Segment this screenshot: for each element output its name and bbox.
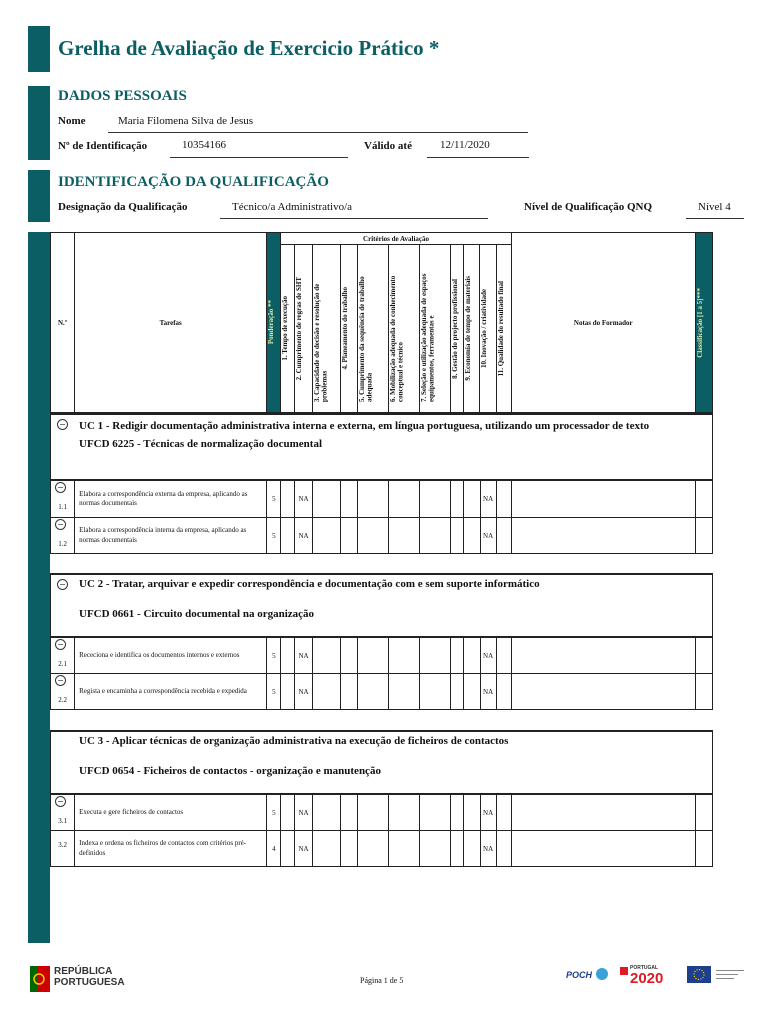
uc1-ufcd: UFCD 6225 - Técnicas de normalização documental bbox=[79, 438, 322, 450]
task-text: Receciona e identifica os documentos internos e externos bbox=[75, 638, 267, 674]
dados-heading: DADOS PESSOAIS bbox=[58, 88, 187, 104]
criterion-10-value: NA bbox=[480, 481, 496, 518]
row-number: − 2.1 bbox=[51, 638, 75, 674]
title-band bbox=[28, 26, 50, 72]
coat-of-arms-icon bbox=[30, 966, 50, 992]
nome-value: Maria Filomena Silva de Jesus bbox=[118, 115, 254, 127]
uc3-title: UC 3 - Aplicar técnicas de organização administrativa na execução de ficheiros de contactos bbox=[79, 735, 509, 747]
portugal-2020-mark-icon bbox=[620, 967, 628, 975]
criterion-10-value: NA bbox=[480, 831, 496, 867]
criterion-1: 1. Tempo de execução bbox=[281, 245, 295, 413]
uc1-title: UC 1 - Redigir documentação administrativa interna e externa, em língua portuguesa, utilizando um processador de texto bbox=[79, 420, 650, 432]
valido-value: 12/11/2020 bbox=[440, 139, 490, 151]
collapse-icon[interactable]: − bbox=[55, 639, 66, 650]
criterion-10: 10. Inovação / criatividade bbox=[480, 245, 496, 413]
header-n: N.º bbox=[51, 233, 75, 413]
ponderacao-value: 5 bbox=[267, 518, 281, 554]
criterion-2-value: NA bbox=[295, 674, 312, 710]
eu-flag-icon bbox=[687, 966, 711, 983]
valido-label: Válido até bbox=[364, 140, 412, 152]
row-number: − 1.2 bbox=[51, 518, 75, 554]
collapse-icon[interactable]: − bbox=[55, 675, 66, 686]
eu-funds-text-icon bbox=[716, 968, 744, 980]
task-text: Indexa e ordena os ficheiros de contactos com critérios pré-definidos bbox=[75, 831, 267, 867]
qualificacao-heading: IDENTIFICAÇÃO DA QUALIFICAÇÃO bbox=[58, 174, 329, 190]
nivel-label: Nível de Qualificação QNQ bbox=[524, 201, 653, 213]
nome-underline bbox=[108, 132, 528, 133]
poch-mark-icon bbox=[596, 968, 608, 980]
id-underline bbox=[170, 157, 348, 158]
page-title: Grelha de Avaliação de Exercicio Prático * bbox=[58, 36, 440, 60]
criterion-10-value: NA bbox=[480, 795, 496, 831]
notes-cell[interactable] bbox=[511, 481, 695, 518]
header-criterios: Critérios de Avaliação bbox=[281, 233, 511, 245]
criterion-2-value: NA bbox=[295, 481, 312, 518]
uc2-rows bbox=[50, 637, 713, 710]
table-band bbox=[28, 232, 50, 943]
classification-cell[interactable] bbox=[695, 638, 712, 674]
collapse-icon[interactable]: − bbox=[55, 482, 66, 493]
page-number: Página 1 de 5 bbox=[360, 976, 404, 985]
designacao-label: Designação da Qualificação bbox=[58, 201, 188, 213]
notes-cell[interactable] bbox=[511, 831, 695, 867]
id-label: Nº de Identificação bbox=[58, 140, 148, 152]
task-text: Elabora a correspondência interna da empresa, aplicando as normas documentais bbox=[75, 518, 267, 554]
ponderacao-value: 5 bbox=[267, 795, 281, 831]
uc3-rows bbox=[50, 794, 713, 867]
designacao-underline bbox=[220, 218, 488, 219]
uc3-ufcd: UFCD 0654 - Ficheiros de contactos - organização e manutenção bbox=[79, 765, 381, 777]
nome-label: Nome bbox=[58, 115, 86, 127]
criterion-4: 4. Planeamento do trabalho bbox=[340, 245, 357, 413]
table-row bbox=[51, 795, 713, 831]
criterion-7: 7. Seleção e utilização adequada de espaços equipamentos, ferramentas e bbox=[420, 245, 451, 413]
row-number: − 2.2 bbox=[51, 674, 75, 710]
criterion-2: 2. Cumprimento de regras de SHT bbox=[295, 245, 312, 413]
criterion-5: 5. Cumprimento da sequência de trabalho adequada bbox=[357, 245, 388, 413]
classification-cell[interactable] bbox=[695, 795, 712, 831]
nivel-value: Nível 4 bbox=[698, 201, 731, 213]
criterion-10-value: NA bbox=[480, 674, 496, 710]
ponderacao-value: 5 bbox=[267, 481, 281, 518]
qualificacao-band bbox=[28, 170, 50, 222]
classification-cell[interactable] bbox=[695, 674, 712, 710]
uc2-ufcd: UFCD 0661 - Circuito documental na organização bbox=[79, 608, 315, 620]
criterion-10-value: NA bbox=[480, 518, 496, 554]
notes-cell[interactable] bbox=[511, 518, 695, 554]
criterion-8: 8. Gestão do projecto profissional bbox=[451, 245, 464, 413]
criteria-header-table bbox=[50, 232, 713, 413]
classification-cell[interactable] bbox=[695, 518, 712, 554]
criterion-2-value: NA bbox=[295, 831, 312, 867]
row-number: − 3.1 bbox=[51, 795, 75, 831]
notes-cell[interactable] bbox=[511, 638, 695, 674]
ponderacao-value: 5 bbox=[267, 674, 281, 710]
ponderacao-value: 5 bbox=[267, 638, 281, 674]
header-tarefas: Tarefas bbox=[75, 233, 267, 413]
year-2020-text: 2020 bbox=[630, 970, 664, 987]
table-row bbox=[51, 831, 713, 867]
uc3-box bbox=[50, 730, 713, 794]
classification-cell[interactable] bbox=[695, 481, 712, 518]
table-row bbox=[51, 638, 713, 674]
poch-logo bbox=[566, 966, 612, 988]
collapse-icon[interactable]: − bbox=[55, 796, 66, 807]
row-number: 3.2 bbox=[51, 831, 75, 867]
classification-cell[interactable] bbox=[695, 831, 712, 867]
task-text: Regista e encaminha a correspondência recebida e expedida bbox=[75, 674, 267, 710]
table-row bbox=[51, 481, 713, 518]
criterion-3: 3. Capacidade de decisão e resolução de problemas bbox=[312, 245, 340, 413]
collapse-icon[interactable]: − bbox=[57, 419, 68, 430]
portuguesa-text: PORTUGUESA bbox=[54, 977, 125, 988]
header-ponderacao: Ponderação ** bbox=[267, 233, 281, 413]
ponderacao-value: 4 bbox=[267, 831, 281, 867]
uc1-box bbox=[50, 413, 713, 480]
criterion-2-value: NA bbox=[295, 795, 312, 831]
designacao-value: Técnico/a Administrativo/a bbox=[232, 201, 353, 213]
table-row bbox=[51, 674, 713, 710]
collapse-icon[interactable]: − bbox=[55, 519, 66, 530]
criterion-2-value: NA bbox=[295, 518, 312, 554]
portugal-text: PORTUGAL bbox=[630, 965, 659, 971]
poch-text: POCH bbox=[566, 970, 593, 980]
republica-text: REPÚBLICA bbox=[54, 966, 113, 977]
collapse-icon[interactable]: − bbox=[57, 579, 68, 590]
header-classificacao: Classificação [1 a 5]*** bbox=[695, 233, 712, 413]
notes-cell[interactable] bbox=[511, 674, 695, 710]
row-number: − 1.1 bbox=[51, 481, 75, 518]
task-text: Executa e gere ficheiros de contactos bbox=[75, 795, 267, 831]
table-row bbox=[51, 518, 713, 554]
criterion-2-value: NA bbox=[295, 638, 312, 674]
valido-underline bbox=[427, 157, 529, 158]
task-text: Elabora a correspondência externa da empresa, aplicando as normas documentais bbox=[75, 481, 267, 518]
portugal-2020-logo bbox=[620, 964, 680, 988]
header-notas: Notas do Formador bbox=[511, 233, 695, 413]
nivel-underline bbox=[686, 218, 744, 219]
criterion-11: 11. Qualidade do resultado final bbox=[496, 245, 511, 413]
criterion-6: 6. Mobilização adequada de conhecimento conceptual e técnico bbox=[388, 245, 419, 413]
uc2-box bbox=[50, 573, 713, 637]
notes-cell[interactable] bbox=[511, 795, 695, 831]
criterion-9: 9. Economia de tempo de materiais bbox=[464, 245, 480, 413]
dados-band bbox=[28, 86, 50, 160]
uc2-title: UC 2 - Tratar, arquivar e expedir correspondência e documentação com e sem suporte informático bbox=[79, 578, 540, 590]
criterion-10-value: NA bbox=[480, 638, 496, 674]
uc1-rows bbox=[50, 480, 713, 554]
id-value: 10354166 bbox=[182, 139, 226, 151]
